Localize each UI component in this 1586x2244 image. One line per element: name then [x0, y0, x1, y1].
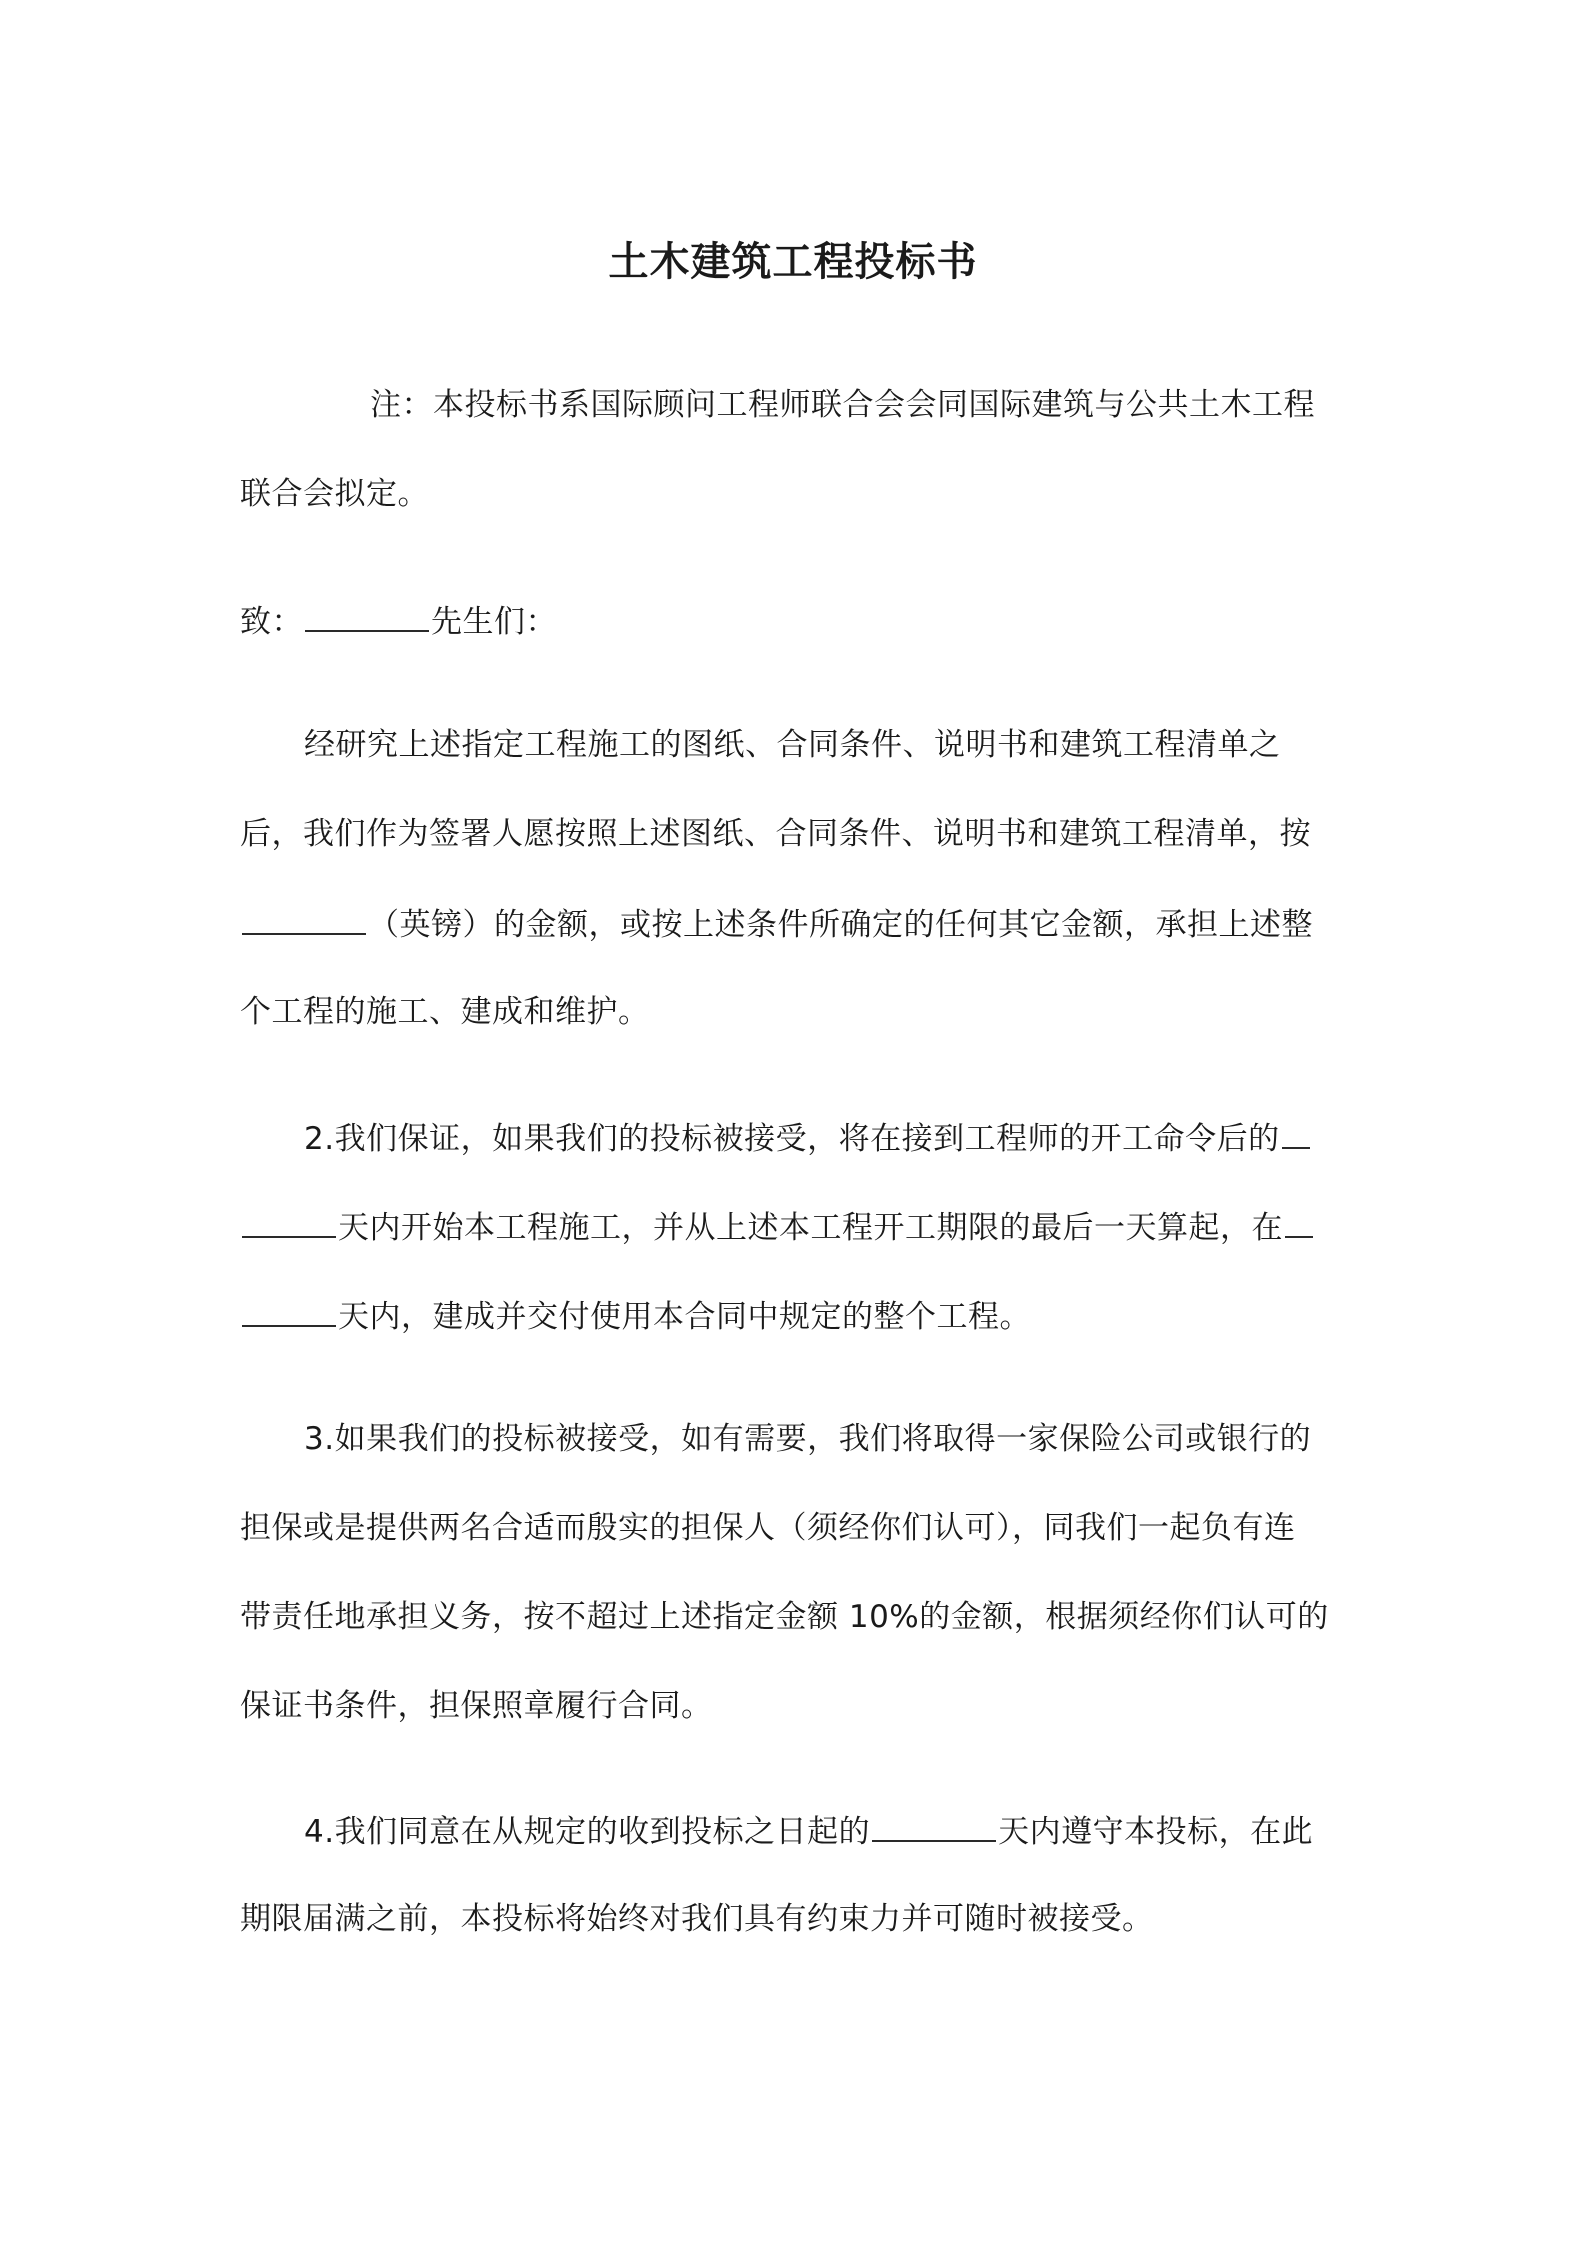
paragraph-2-line-2: [240, 1202, 1315, 1252]
start-days-blank-part2: [242, 1202, 336, 1238]
paragraph-4-line-1-suffix: 天内遵守本投标，在此: [998, 1814, 1314, 1850]
paragraph-1-line-2: 后，我们作为签署人愿按照上述图纸、合同条件、说明书和建筑工程清单，按: [240, 816, 1311, 852]
paragraph-1-line-4: 个工程的施工、建成和维护。: [240, 994, 650, 1030]
salutation-line: [240, 596, 557, 646]
amount-blank: [242, 899, 366, 935]
paragraph-2-line-3: [240, 1291, 1031, 1341]
paragraph-1-line-3-text: （英镑）的金额，或按上述条件所确定的任何其它金额，承担上述整: [368, 907, 1313, 943]
paragraph-4-line-1: [304, 1806, 1313, 1856]
paragraph-3-line-1: 3.如果我们的投标被接受，如有需要，我们将取得一家保险公司或银行的: [304, 1421, 1312, 1457]
paragraph-1-line-3: [240, 899, 1313, 949]
paragraph-2-line-3-text: 天内，建成并交付使用本合同中规定的整个工程。: [338, 1299, 1031, 1335]
salutation-suffix: 先生们：: [431, 604, 557, 640]
salutation-prefix: 致：: [240, 604, 303, 640]
paragraph-4-line-1-prefix: 4.我们同意在从规定的收到投标之日起的: [304, 1814, 871, 1850]
completion-days-blank-part1: [1285, 1202, 1313, 1238]
document-title: 土木建筑工程投标书: [608, 239, 978, 285]
paragraph-1-line-1: 经研究上述指定工程施工的图纸、合同条件、说明书和建筑工程清单之: [304, 727, 1281, 763]
paragraph-2-line-1-text: 2.我们保证，如果我们的投标被接受，将在接到工程师的开工命令后的: [304, 1121, 1280, 1157]
paragraph-3-line-3: 带责任地承担义务，按不超过上述指定金额 10%的金额，根据须经你们认可的: [240, 1599, 1329, 1635]
paragraph-3-line-4: 保证书条件，担保照章履行合同。: [240, 1688, 713, 1724]
validity-days-blank: [872, 1806, 996, 1842]
paragraph-2-line-1: [304, 1113, 1312, 1163]
note-line-1: 注：本投标书系国际顾问工程师联合会会同国际建筑与公共土木工程: [370, 387, 1315, 423]
completion-days-blank-part2: [242, 1291, 336, 1327]
paragraph-3-line-2: 担保或是提供两名合适而殷实的担保人（须经你们认可），同我们一起负有连: [240, 1510, 1296, 1546]
addressee-blank: [305, 596, 429, 632]
paragraph-2-line-2-text: 天内开始本工程施工，并从上述本工程开工期限的最后一天算起，在: [338, 1210, 1283, 1246]
paragraph-4-line-2: 期限届满之前，本投标将始终对我们具有约束力并可随时被接受。: [240, 1901, 1154, 1937]
start-days-blank-part1: [1282, 1113, 1310, 1149]
note-line-2: 联合会拟定。: [240, 476, 429, 512]
